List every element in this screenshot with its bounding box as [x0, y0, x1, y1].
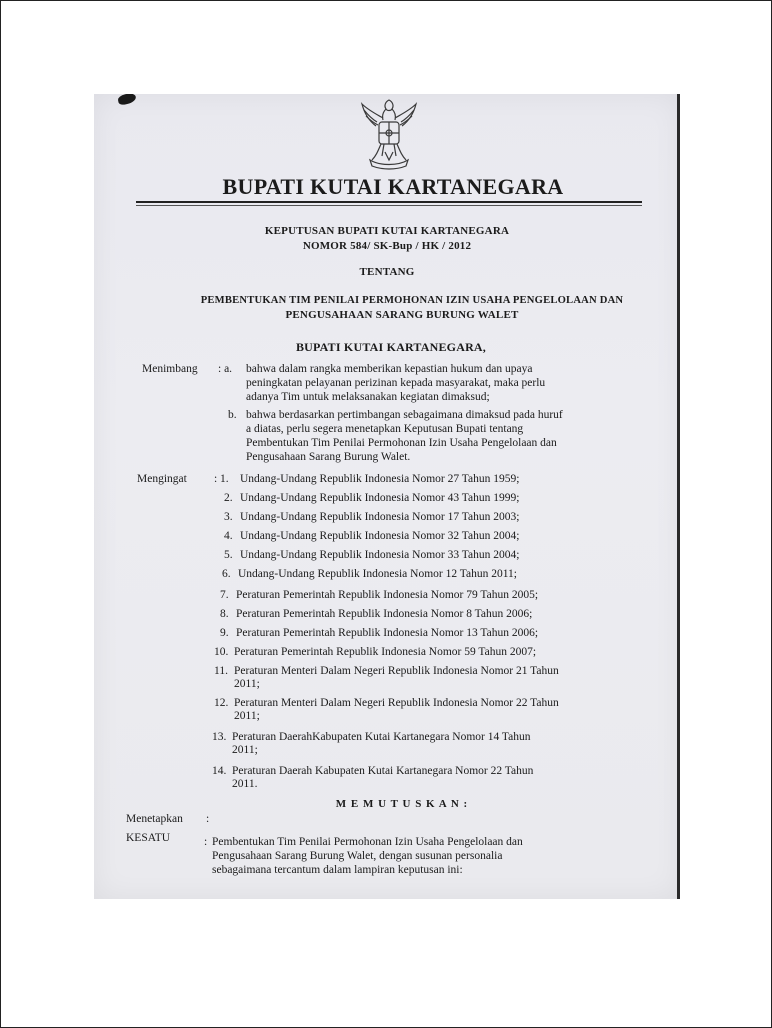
mengingat-item-text: Peraturan Pemerintah Republik Indonesia Nomor 13 Tahun 2006;	[236, 627, 539, 639]
mengingat-item-text: Peraturan Pemerintah Republik Indonesia Nomor 79 Tahun 2005;	[236, 589, 539, 601]
authority-line: BUPATI KUTAI KARTANEGARA,	[295, 340, 487, 354]
menetapkan-colon: :	[206, 813, 210, 825]
mengingat-item-num: 9.	[220, 627, 229, 639]
mengingat-item-text: 2011.	[232, 778, 258, 790]
menimbang-b-line: Pengusahaan Sarang Burung Walet.	[246, 451, 411, 463]
menetapkan-label: Menetapkan	[126, 813, 183, 825]
menimbang-a-line: adanya Tim untuk melaksanakan kegiatan dimaksud;	[246, 391, 490, 403]
mengingat-item-num: 7.	[220, 589, 229, 601]
decree-title: KEPUTUSAN BUPATI KUTAI KARTANEGARA	[264, 225, 510, 237]
kesatu-line: Pembentukan Tim Penilai Permohonan Izin Usaha Pengelolaan dan	[212, 836, 523, 848]
mengingat-item-text: Peraturan Daerah Kabupaten Kutai Kartanegara Nomor 22 Tahun	[232, 765, 534, 777]
mengingat-item-text: Undang-Undang Republik Indonesia Nomor 27 Tahun 1959;	[240, 473, 520, 485]
mengingat-item-text: Undang-Undang Republik Indonesia Nomor 33 Tahun 2004;	[240, 549, 520, 561]
mengingat-item-num: 3.	[224, 511, 233, 523]
mengingat-item-num: 8.	[220, 608, 229, 620]
kesatu-colon: :	[204, 836, 208, 848]
mengingat-item-num: 4.	[224, 530, 233, 542]
menimbang-a-line: peningkatan pelayanan perizinan kepada masyarakat, maka perlu	[246, 377, 546, 389]
page-edge-shadow	[677, 94, 680, 899]
letterhead-rule-thin	[136, 205, 642, 206]
menimbang-a-line: bahwa dalam rangka memberikan kepastian hukum dan upaya	[246, 363, 533, 375]
mengingat-label: Mengingat	[137, 473, 187, 485]
mengingat-item-text: Undang-Undang Republik Indonesia Nomor 17 Tahun 2003;	[240, 511, 520, 523]
menimbang-b-line: a diatas, perlu segera menetapkan Keputusan Bupati tentang	[246, 423, 524, 435]
mengingat-item-num: 13.	[212, 731, 227, 743]
mengingat-item-num: 14.	[212, 765, 227, 777]
mengingat-colon: :	[214, 473, 218, 485]
mengingat-item-num: 5.	[224, 549, 233, 561]
decree-subject-line1: PEMBENTUKAN TIM PENILAI PERMOHONAN IZIN USAHA PENGELOLAAN DAN	[200, 295, 624, 306]
menimbang-b-line: Pembentukan Tim Penilai Permohonan Izin Usaha Pengelolaan dan	[246, 437, 557, 449]
decree-number: NOMOR 584/ SK-Bup / HK / 2012	[302, 240, 472, 252]
kesatu-label: KESATU	[126, 832, 171, 844]
mengingat-item-num: 6.	[222, 568, 231, 580]
mengingat-item-text: Undang-Undang Republik Indonesia Nomor 43 Tahun 1999;	[240, 492, 520, 504]
letterhead-title: BUPATI KUTAI KARTANEGARA	[222, 174, 564, 199]
menimbang-b-marker: b.	[228, 409, 237, 421]
mengingat-item-text: Peraturan Menteri Dalam Negeri Republik Indonesia Nomor 21 Tahun	[234, 665, 559, 677]
menimbang-a-marker: : a.	[218, 363, 233, 375]
mengingat-item-num: 12.	[214, 697, 229, 709]
mengingat-item-text: 2011;	[234, 710, 260, 722]
mengingat-item-text: Peraturan Pemerintah Republik Indonesia Nomor 59 Tahun 2007;	[234, 646, 537, 658]
mengingat-item-text: 2011;	[234, 678, 260, 690]
mengingat-item-text: 2011;	[232, 744, 258, 756]
kesatu-line: Pengusahaan Sarang Burung Walet, dengan susunan personalia	[212, 850, 503, 862]
mengingat-item-num: 1.	[220, 473, 229, 485]
ink-smudge	[117, 94, 137, 106]
decree-subject-line2: PENGUSAHAAN SARANG BURUNG WALET	[285, 309, 519, 321]
menimbang-b-line: bahwa berdasarkan pertimbangan sebagaimana dimaksud pada huruf	[246, 409, 563, 421]
mengingat-item-num: 2.	[224, 492, 233, 504]
mengingat-item-text: Undang-Undang Republik Indonesia Nomor 12 Tahun 2011;	[238, 568, 517, 580]
mengingat-item-text: Peraturan DaerahKabupaten Kutai Kartanegara Nomor 14 Tahun	[232, 731, 531, 743]
mengingat-item-text: Peraturan Pemerintah Republik Indonesia Nomor 8 Tahun 2006;	[236, 608, 533, 620]
mengingat-item-num: 11.	[214, 665, 228, 677]
document-page	[94, 94, 680, 899]
menimbang-label: Menimbang	[142, 363, 198, 375]
garuda-emblem-icon	[356, 96, 422, 172]
letterhead-rule	[136, 201, 642, 203]
memutuskan-heading: M E M U T U S K A N :	[335, 798, 469, 810]
mengingat-item-text: Undang-Undang Republik Indonesia Nomor 32 Tahun 2004;	[240, 530, 520, 542]
mengingat-item-text: Peraturan Menteri Dalam Negeri Republik Indonesia Nomor 22 Tahun	[234, 697, 559, 709]
tentang-label: TENTANG	[359, 266, 415, 278]
mengingat-item-num: 10.	[214, 646, 229, 658]
kesatu-line: sebagaimana tercantum dalam lampiran keputusan ini:	[212, 864, 463, 876]
